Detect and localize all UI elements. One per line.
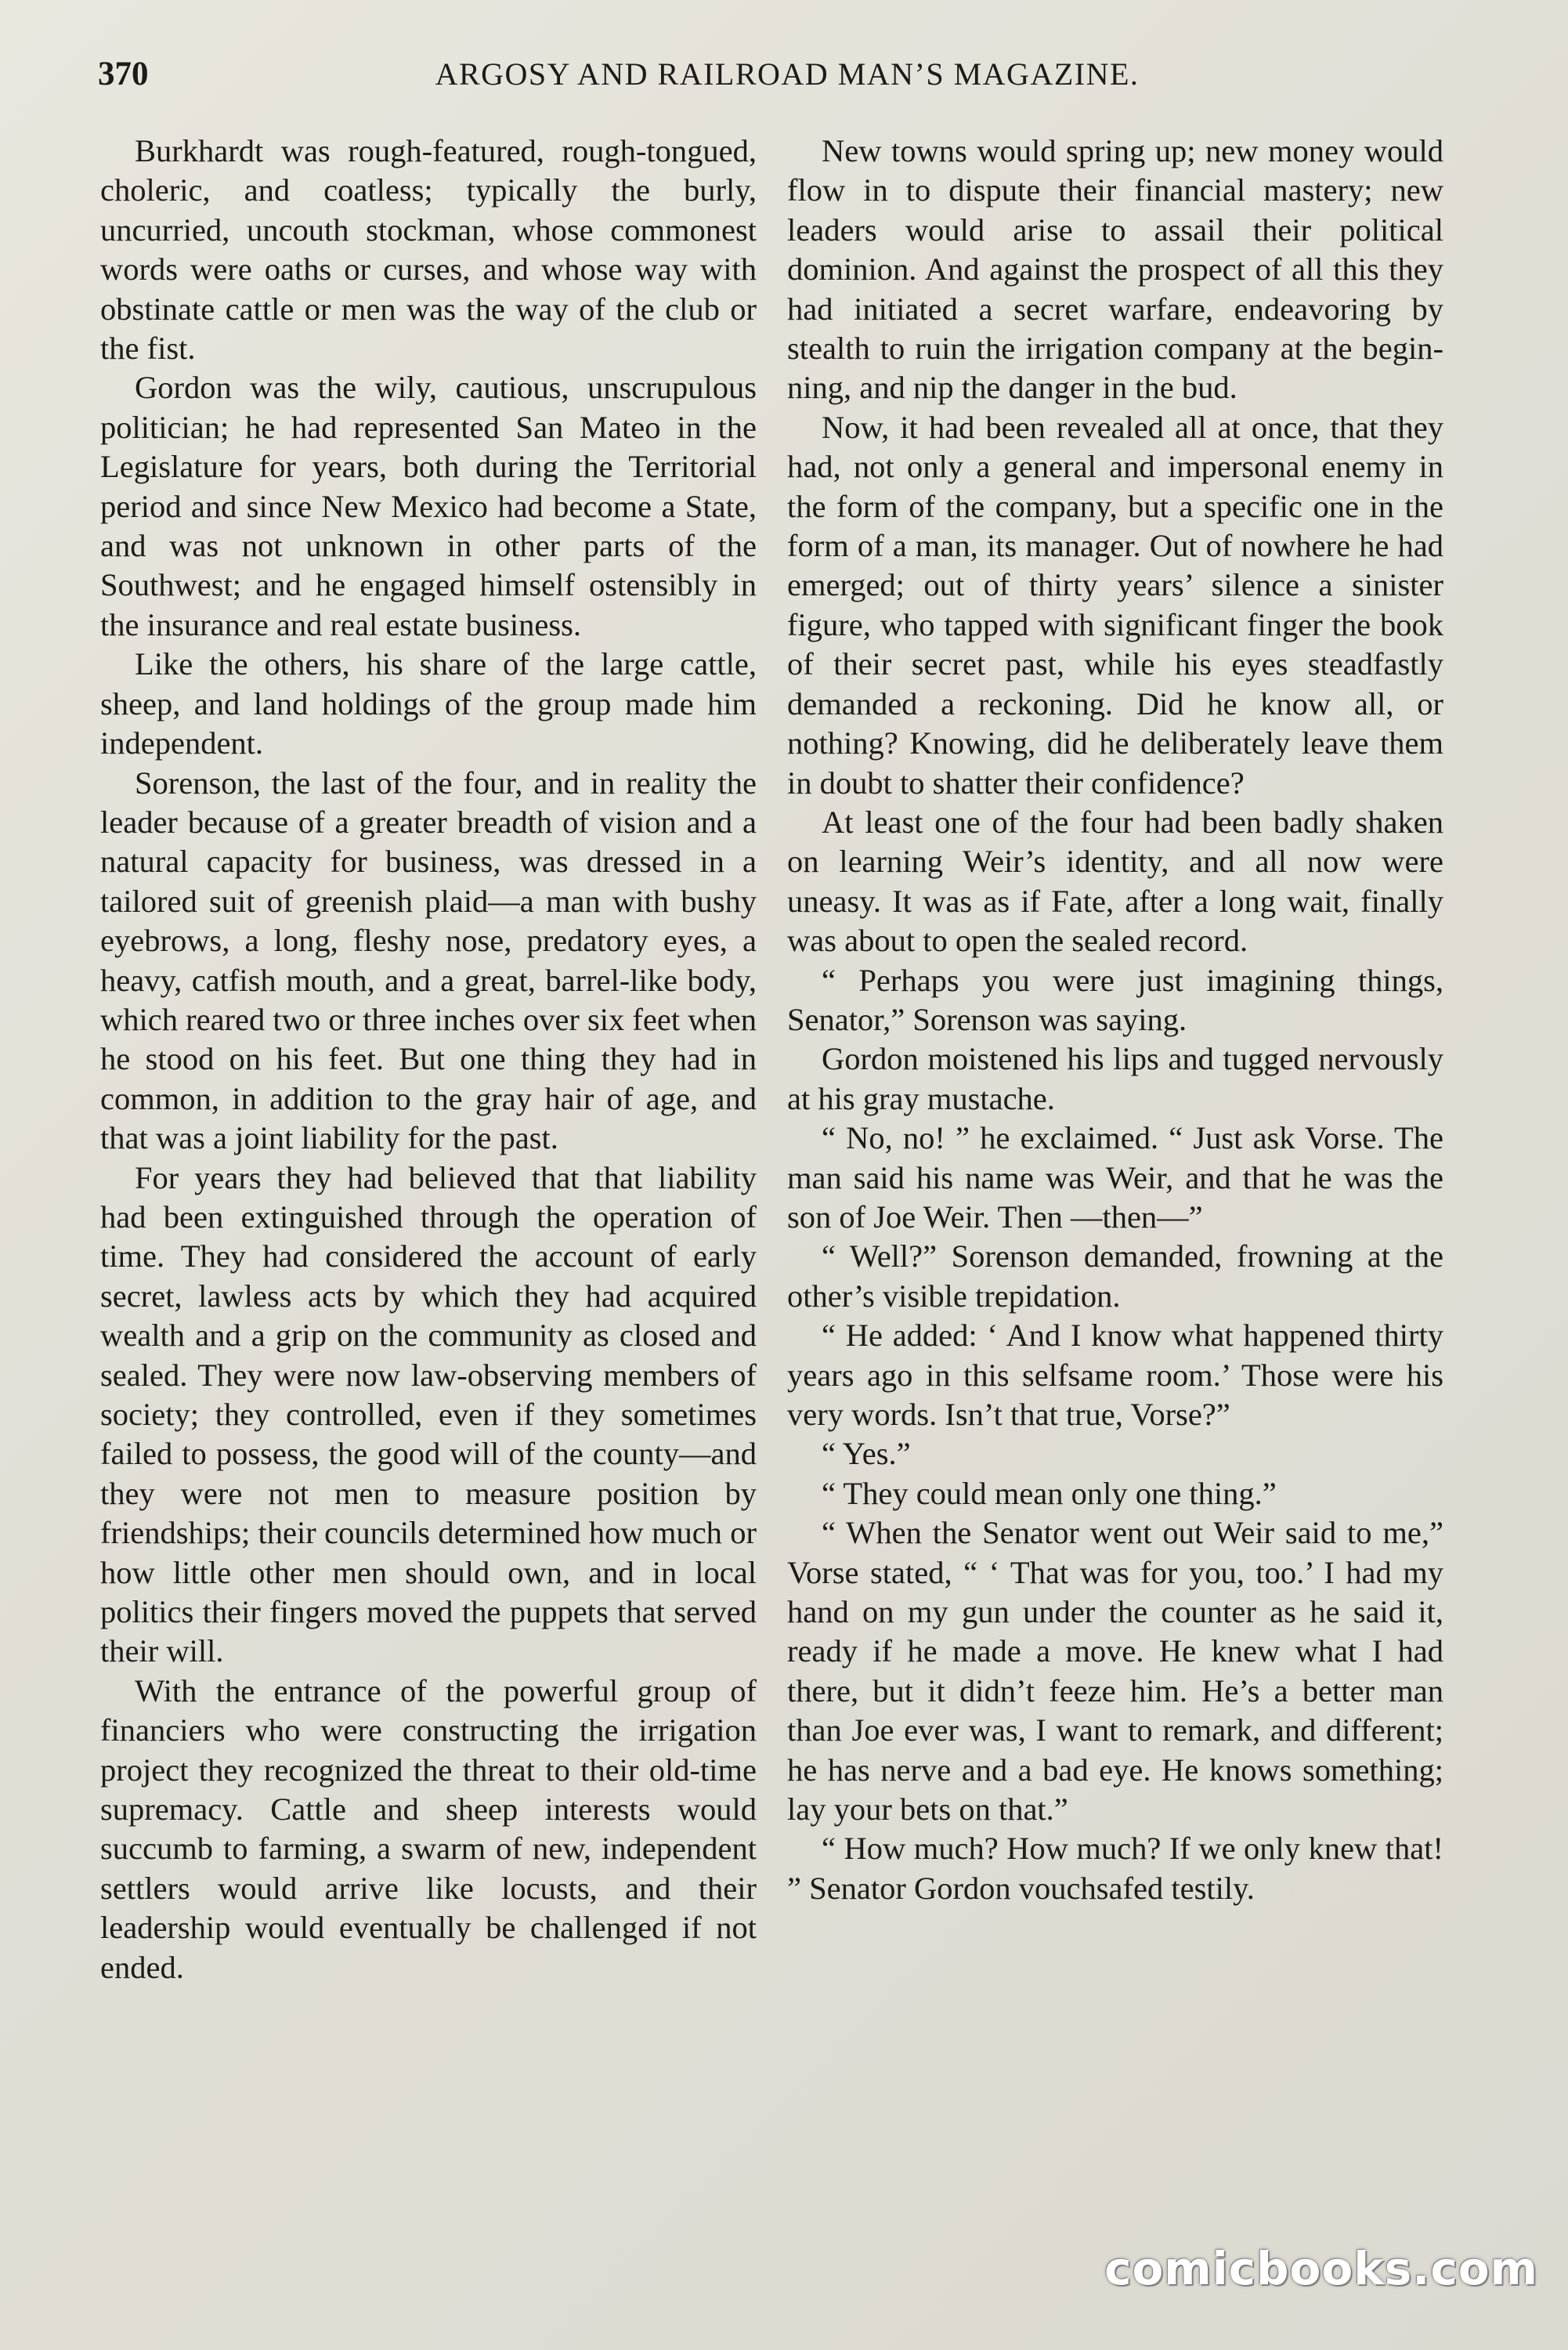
running-head: ARGOSY AND RAILROAD MAN’S MAGAZINE.	[435, 56, 1140, 92]
left-column	[100, 132, 757, 2247]
text-columns	[100, 132, 1443, 2247]
watermark-logo: comicbooks.com	[1104, 2242, 1538, 2295]
paragraph: “ He added: ‘ And I know what happened thirty years ago in this selfsame room.’ Those were his very words. Isn’t that true, Vorse?”	[787, 1318, 1443, 1432]
paragraph: Gordon moistened his lips and tugged nervously at his gray mustache.	[787, 1041, 1443, 1116]
paragraph: Like the others, his share of the large cattle, sheep, and land holdings of the group made him independent.	[100, 646, 757, 761]
paragraph: Burkhardt was rough-featured, rough-tongued, choleric, and coatless; typically the burly, uncurried, uncouth stockman, whose commonest words were oaths or curses, and whose way with obstinate cattle or men was the way of the club or the fist.	[100, 133, 757, 367]
paragraph: “ Perhaps you were just imagining things, Senator,” Sorenson was saying.	[787, 962, 1443, 1037]
page-header	[98, 55, 1445, 110]
paragraph: New towns would spring up; new money would flow in to dispute their financial mastery; new leaders would arise to assail their political dominion. And against the prospect of all this they had initiated a secret warfare, endeavoring by stealth to ruin the irrigation company at the beginning, and nip the danger in the bud.	[787, 133, 1443, 406]
paragraph: “ Well?” Sorenson demanded, frowning at the other’s visible trepidation.	[787, 1238, 1443, 1314]
page-number: 370	[98, 56, 149, 92]
paragraph: With the entrance of the powerful group of financiers who were constructing the irrigation project they recognized the threat to their old-time supremacy. Cattle and sheep interests would succumb to farming, a swarm of new, independent settlers would arrive like locusts, and their leadership would eventually be challenged if not ended.	[100, 1672, 757, 1985]
paragraph: At least one of the four had been badly shaken on learning Weir’s identity, and all now were uneasy. It was as if Fate, after a long wait, finally was about to open the sealed record.	[787, 804, 1443, 959]
paragraph: For years they had believed that that liability had been extinguished through the operation of time. They had considered the account of early secret, lawless acts by which they had acquired wealth and a grip on the community as closed and sealed. They were now law-observing members of society; they controlled, even if they sometimes failed to possess, the good will of the county—and they were not men to measure position by friendships; their councils determined how much or how little other men should own, and in local politics their fingers moved the puppets that served their will.	[100, 1159, 757, 1669]
paragraph: Sorenson, the last of the four, and in reality the leader because of a greater breadth of vision and a natural capacity for business, was dressed in a tailored suit of greenish plaid—a man with bushy eyebrows, a long, fleshy nose, predatory eyes, a heavy, catfish mouth, and a great, barrel-like body, which reared two or three inches over six feet when he stood on his feet. But one thing they had in common, in addition to the gray hair of age, and that was a joint liability for the past.	[100, 765, 757, 1156]
paragraph: “ When the Senator went out Weir said to me,” Vorse stated, “ ‘ That was for you, too.’ I had my hand on my gun under the counter as he said it, ready if he made a move. He knew what I had there, but it didn’t feeze him. He’s a better man than Joe ever was, I want to remark, and different; he has nerve and a bad eye. He knows something; lay your bets on that.”	[787, 1515, 1443, 1828]
paragraph: “ They could mean only one thing.”	[822, 1475, 1277, 1511]
paragraph: Gordon was the wily, cautious, unscrupulous politician; he had represented San Mateo in the Legislature for years, both during the Territorial period and since New Mexico had become a State, and was not unknown in other parts of the Southwest; and he engaged himself ostensibly in the insurance and real estate business.	[100, 370, 757, 642]
paragraph: “ No, no! ” he exclaimed. “ Just ask Vorse. The man said his name was Weir, and that he was the son of Joe Weir. Then —then—”	[787, 1120, 1443, 1235]
paragraph: “ Yes.”	[822, 1436, 911, 1472]
paragraph: Now, it had been revealed all at once, that they had, not only a general and impersonal enemy in the form of the company, but a specific one in the form of a man, its manager. Out of nowhere he had emerged; out of thirty years’ silence a sinister figure, who tapped with significant finger the book of their secret past, while his eyes steadfastly demanded a reckoning. Did he know all, or nothing? Knowing, did he deliberately leave them in doubt to shatter their confidence?	[787, 409, 1443, 801]
right-column	[787, 132, 1443, 2247]
paragraph: “ How much? How much? If we only knew that! ” Senator Gordon vouchsafed testily.	[787, 1831, 1443, 1906]
